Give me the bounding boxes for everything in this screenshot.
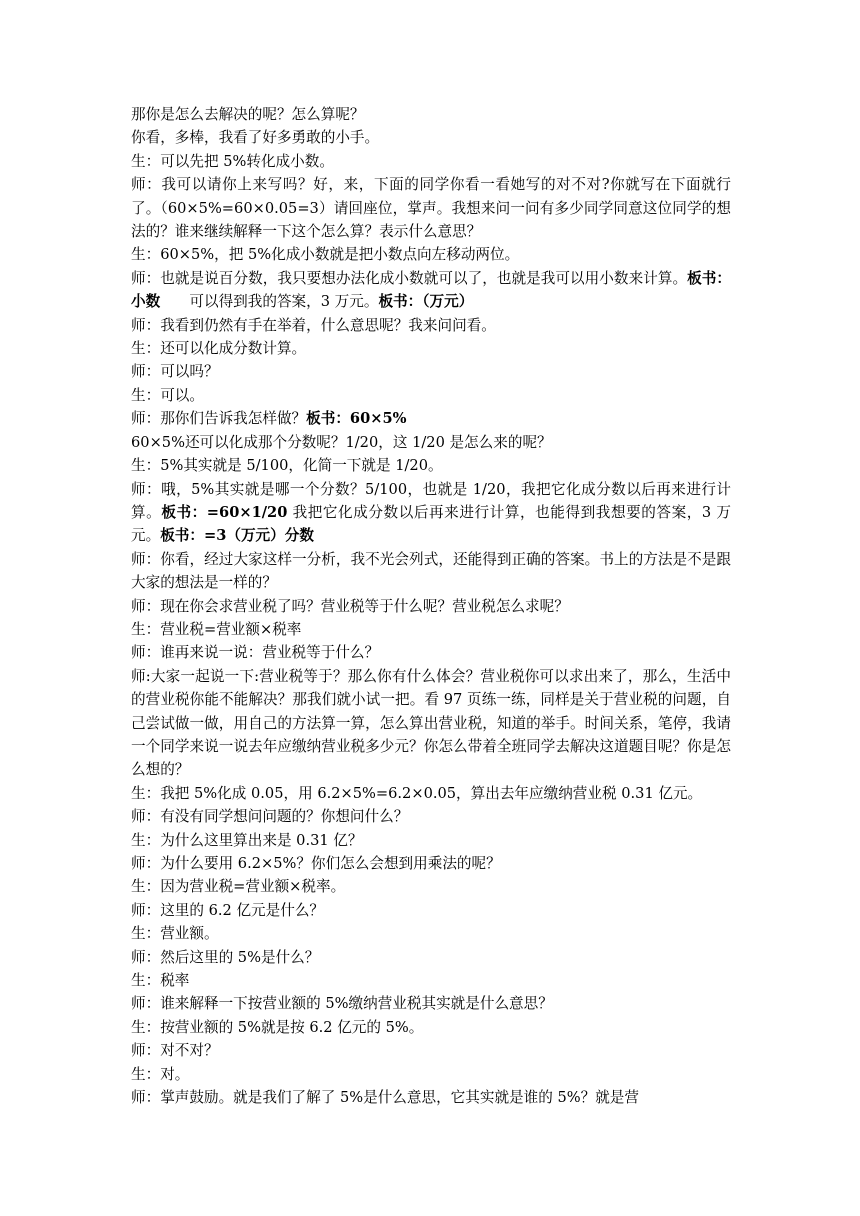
paragraph — [131, 782, 731, 805]
paragraph — [131, 337, 731, 360]
text-run: 生：按营业额的 5%就是按 6.2 亿元的 5%。 — [131, 1018, 424, 1036]
text-run: 那你是怎么去解决的呢？怎么算呢？ — [131, 106, 365, 123]
paragraph — [131, 805, 731, 828]
text-run: 师：哦，5%其实就是哪一个分数？5/100，也就是 1/20，我把它化成分数以后再来进行计算。 — [131, 480, 731, 521]
text-run: 生：营业税=营业额×税率 — [131, 620, 302, 638]
text-run: 师：我看到仍然有手在举着，什么意思呢？我来问问看。 — [131, 316, 496, 334]
paragraph — [131, 1016, 731, 1039]
text-run: 师：现在你会求营业税了吗？营业税等于什么呢？营业税怎么求呢？ — [131, 597, 569, 615]
paragraph — [131, 852, 731, 875]
paragraph — [131, 360, 731, 383]
paragraph — [131, 1039, 731, 1062]
board-note: 板书：（万元） — [378, 293, 474, 311]
text-run: 生：税率 — [131, 972, 190, 990]
text-run: 生：营业额。 — [131, 925, 219, 943]
paragraph — [131, 992, 731, 1015]
text-run: 可以得到我的答案，3 万元。 — [160, 293, 379, 311]
board-note: 板书：小数 — [131, 269, 731, 311]
paragraph — [131, 478, 731, 548]
text-run: 师：这里的 6.2 亿元是什么？ — [131, 901, 325, 919]
text-run: 我把它化成分数以后再来进行计算，也能得到我想要的答案，3 万元。 — [131, 503, 731, 545]
paragraph — [131, 126, 731, 149]
text-run: 师：可以吗？ — [131, 363, 219, 381]
paragraph — [131, 922, 731, 945]
paragraph — [131, 946, 731, 969]
text-run: 60×5%还可以化成那个分数呢？1/20，这 1/20 是怎么来的呢？ — [131, 433, 552, 451]
paragraph — [131, 618, 731, 641]
board-note: 板书：=60×1/20 — [161, 503, 288, 521]
text-run: 师:大家一起说一下:营业税等于？那么你有什么体会？营业税你可以求出来了，那么，生活中的营业税你能不能解决？那我们就小试一把。看 97 页练一练，同样是关于营业税的问题，自己尝试做一做，用自己的方法算一算，怎么算出营业税，知道的举手。时间关系，笔停，我请一个同学来说一说去年应缴纳营业税多少元？你怎么带着全班同学去解决这道题目呢？你是怎么想的？ — [131, 667, 731, 779]
text-run: 生：还可以化成分数计算。 — [131, 340, 307, 358]
paragraph — [131, 899, 731, 922]
text-run: 师：我可以请你上来写吗？好，来，下面的同学你看一看她写的对不对?你就写在下面就行了。（60×5%=60×0.05=3）请回座位，掌声。我想来问一问有多少同学同意这位同学的想法的？谁来继续解释一下这个怎么算？表示什么意思？ — [131, 176, 731, 241]
paragraph — [131, 150, 731, 173]
text-run: 生：我把 5%化成 0.05，用 6.2×5%=6.2×0.05，算出去年应缴纳营业税 0.31 亿元。 — [131, 784, 703, 802]
document-page — [131, 103, 731, 1109]
text-run: 师：你看，经过大家这样一分析，我不光会列式，还能得到正确的答案。书上的方法是不是跟大家的想法是一样的？ — [131, 550, 731, 592]
paragraph — [131, 1086, 731, 1109]
text-run: 师：谁来解释一下按营业额的 5%缴纳营业税其实就是什么意思？ — [131, 995, 553, 1013]
text-run: 师：那你们告诉我怎样做？ — [131, 410, 307, 428]
text-run: 生：60×5%，把 5%化成小数就是把小数点向左移动两位。 — [131, 246, 520, 264]
paragraph — [131, 641, 731, 664]
paragraph — [131, 875, 731, 898]
paragraph — [131, 595, 731, 618]
paragraph — [131, 267, 731, 314]
text-run: 师：掌声鼓励。就是我们了解了 5%是什么意思，它其实就是谁的 5%？就是营 — [131, 1089, 639, 1107]
text-run: 师：也就是说百分数，我只要想办法化成小数就可以了，也就是我可以用小数来计算。 — [131, 269, 688, 287]
text-run: 师：谁再来说一说：营业税等于什么？ — [131, 644, 380, 662]
text-run: 生：因为营业税=营业额×税率。 — [131, 878, 346, 896]
board-note: 板书：=3（万元）分数 — [160, 527, 314, 545]
text-run: 生：可以先把 5%转化成小数。 — [131, 152, 334, 170]
paragraph — [131, 103, 731, 126]
paragraph — [131, 969, 731, 992]
paragraph — [131, 314, 731, 337]
paragraph — [131, 829, 731, 852]
text-run: 生：5%其实就是 5/100，化简一下就是 1/20。 — [131, 457, 443, 475]
paragraph — [131, 407, 731, 430]
text-run: 师：有没有同学想问问题的？你想问什么？ — [131, 808, 409, 826]
text-run: 生：为什么这里算出来是 0.31 亿？ — [131, 831, 363, 849]
paragraph — [131, 173, 731, 243]
paragraph — [131, 548, 731, 595]
text-run: 师：对不对？ — [131, 1042, 219, 1060]
paragraph — [131, 243, 731, 266]
text-run: 生：可以。 — [131, 386, 204, 404]
paragraph — [131, 384, 731, 407]
text-run: 师：为什么要用 6.2×5%？你们怎么会想到用乘法的呢？ — [131, 855, 501, 872]
text-run: 生：对。 — [131, 1065, 190, 1083]
paragraph — [131, 1063, 731, 1086]
board-note: 板书：60×5% — [306, 410, 407, 428]
paragraph — [131, 431, 731, 454]
text-run: 师：然后这里的 5%是什么？ — [131, 948, 320, 966]
paragraph — [131, 454, 731, 477]
paragraph — [131, 665, 731, 782]
text-run: 你看，多棒，我看了好多勇敢的小手。 — [131, 129, 380, 147]
